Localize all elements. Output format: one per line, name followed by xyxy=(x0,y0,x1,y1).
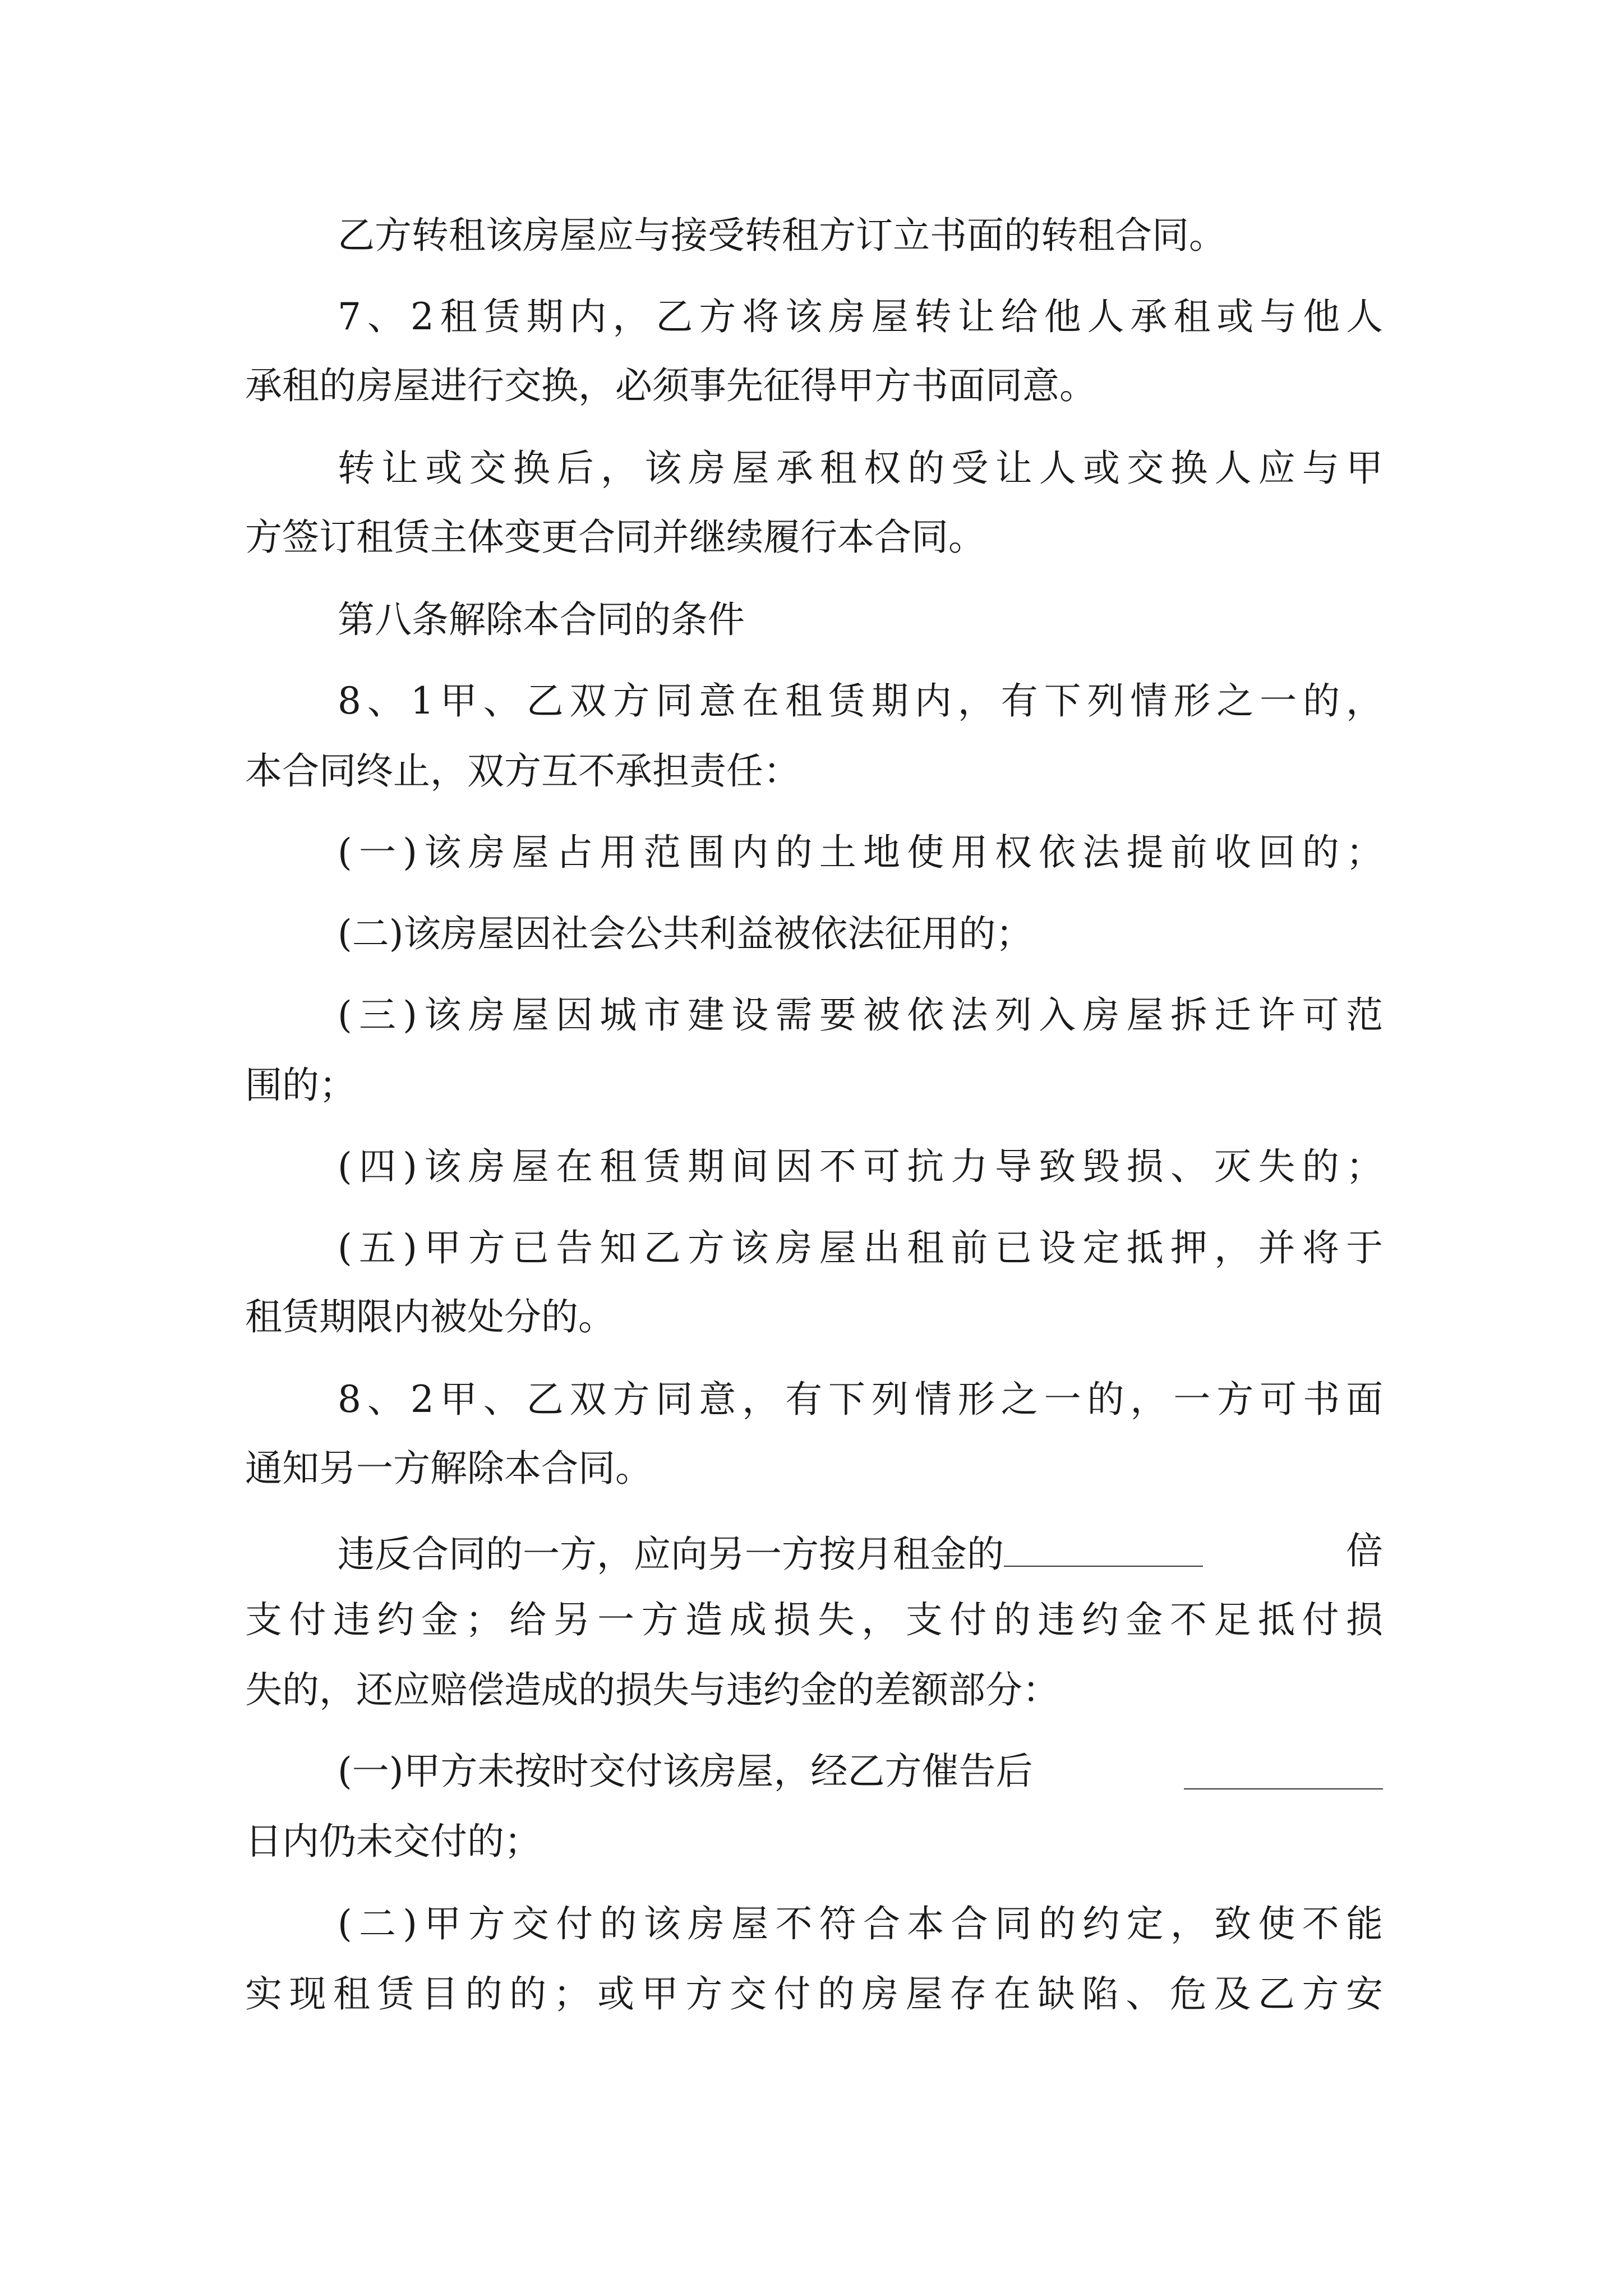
text-line: 7、2租赁期内，乙方将该房屋转让给他人承租或与他人 xyxy=(338,295,1383,338)
text-line: 日内仍未交付的； xyxy=(245,1820,541,1863)
text-line: 承租的房屋进行交换，必须事先征得甲方书面同意。 xyxy=(245,364,1096,407)
text-segment: (一)甲方未按时交付该房屋，经乙方催告后 xyxy=(338,1750,1033,1793)
text-line: (一)该房屋占用范围内的土地使用权依法提前收回的； xyxy=(338,831,1383,874)
text-line-with-blank xyxy=(338,1749,1383,1794)
fill-in-blank xyxy=(1184,1749,1383,1789)
section-heading: 第八条解除本合同的条件 xyxy=(338,598,745,641)
text-line: (二)甲方交付的该房屋不符合本合同的约定，致使不能 xyxy=(338,1902,1383,1945)
text-line: 转让或交换后，该房屋承租权的受让人或交换人应与甲 xyxy=(338,447,1383,490)
text-line: 支付违约金；给另一方造成损失，支付的违约金不足抵付损 xyxy=(245,1598,1383,1641)
text-segment: 倍 xyxy=(1346,1529,1383,1572)
fill-in-blank xyxy=(1004,1529,1203,1567)
text-line: 本合同终止，双方互不承担责任： xyxy=(245,749,800,793)
text-line-with-blank xyxy=(338,1529,1383,1576)
text-line: 失的，还应赔偿造成的损失与违约金的差额部分： xyxy=(245,1668,1059,1711)
text-line: (四)该房屋在租赁期间因不可抗力导致毁损、灭失的； xyxy=(338,1145,1383,1188)
text-line: 租赁期限内被处分的。 xyxy=(245,1295,615,1338)
text-segment: 违反合同的一方，应向另一方按月租金的 xyxy=(338,1533,1004,1576)
text-line: (三)该房屋因城市建设需要被依法列入房屋拆迁许可范 xyxy=(338,993,1383,1037)
text-line: 8、2甲、乙双方同意，有下列情形之一的，一方可书面 xyxy=(338,1378,1383,1421)
text-line: 方签订租赁主体变更合同并继续履行本合同。 xyxy=(245,516,985,559)
text-line: 乙方转租该房屋应与接受转租方订立书面的转租合同。 xyxy=(338,214,1226,257)
text-line: 实现租赁目的的；或甲方交付的房屋存在缺陷、危及乙方安 xyxy=(245,1972,1383,2016)
text-line: (五)甲方已告知乙方该房屋出租前已设定抵押，并将于 xyxy=(338,1226,1383,1269)
text-line: 8、1甲、乙双方同意在租赁期内，有下列情形之一的， xyxy=(338,679,1383,723)
text-line: 通知另一方解除本合同。 xyxy=(245,1447,652,1490)
text-line: (二)该房屋因社会公共利益被依法征用的； xyxy=(338,912,1033,955)
text-line: 围的； xyxy=(245,1064,356,1107)
